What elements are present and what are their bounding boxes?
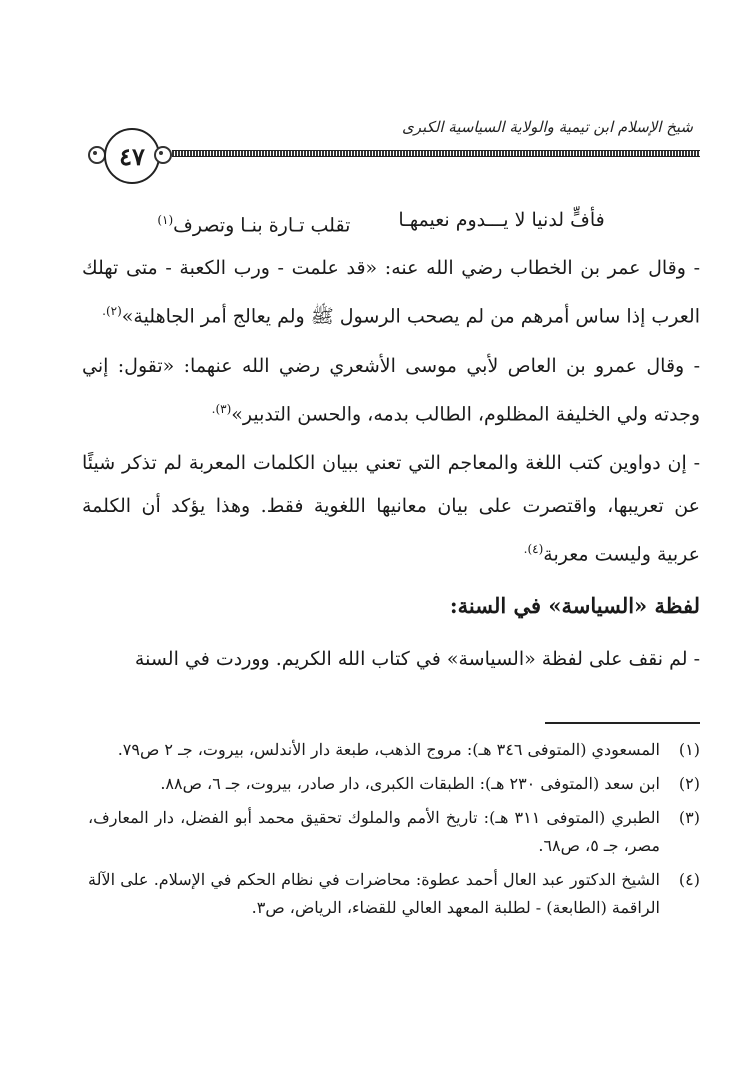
footnote-number: (٢) bbox=[678, 774, 700, 793]
footnote-text: المسعودي (المتوفى ٣٤٦ هـ): مروج الذهب، طبعة دار الأندلس، بيروت، جـ ٢ ص٧٩. bbox=[117, 740, 660, 759]
footnote-number: (١) bbox=[678, 740, 700, 759]
footnote-text: الشيخ الدكتور عبد العال أحمد عطوة: محاضرات في نظام الحكم في الإسلام. على الآلة الراقمة (الطابعة) - لطلبة المعهد العالي للقضاء، الرياض، ص٣. bbox=[88, 870, 661, 917]
main-text bbox=[82, 198, 700, 687]
footnote-item bbox=[88, 736, 700, 764]
paragraph-umar: - وقال عمر بن الخطاب رضي الله عنه: «قد علمت - ورب الكعبة - متى تهلك العرب إذا ساس أمرهم من لم يصحب الرسول ﷺ ولم يعالج أمر الجاهلية»$^{(٢).}$ bbox=[82, 257, 700, 328]
footnote-number: (٣) bbox=[678, 808, 700, 827]
footnote-item bbox=[88, 804, 700, 860]
paragraph-sunnah: - لم نقف على لفظة «السياسة» في كتاب الله الكريم. ووردت في السنة bbox=[134, 648, 700, 671]
page-number: ٤٧ bbox=[104, 128, 160, 184]
ornament-right-icon bbox=[154, 146, 172, 164]
footnote-text: الطبري (المتوفى ٣١١ هـ): تاريخ الأمم والملوك تحقيق محمد أبو الفضل، دار المعارف، مصر، جـ ٥، ص٦٨. bbox=[88, 808, 660, 855]
footnotes bbox=[88, 736, 700, 928]
footnote-rule bbox=[545, 722, 700, 724]
running-title: شيخ الإسلام ابن تيمية والولاية السياسية الكبرى bbox=[401, 118, 693, 136]
footnote-ref: (٢). bbox=[102, 304, 122, 319]
footnote-text: ابن سعد (المتوفى ٢٣٠ هـ): الطبقات الكبرى، دار صادر، بيروت، جـ ٦، ص٨٨. bbox=[160, 774, 660, 793]
poetry-verse bbox=[82, 198, 680, 247]
footnote-ref: (٤). bbox=[523, 541, 544, 556]
verse-hemistich-right: فأفٍّ لدنيا لا يـــدوم نعيمهـا bbox=[398, 209, 605, 231]
footnote-item bbox=[88, 866, 700, 922]
verse-hemistich-left: تقلب تـارة بنـا وتصرف$^{(١)}$ bbox=[157, 213, 351, 237]
page-number-badge bbox=[92, 124, 168, 184]
footnote-item bbox=[88, 770, 700, 798]
section-heading: لفظة «السياسة» في السنة: bbox=[449, 593, 700, 619]
footnote-ref: (٣). bbox=[211, 401, 232, 416]
footnote-ref: (١) bbox=[157, 213, 174, 227]
paragraph-dictionaries: - إن دواوين كتب اللغة والمعاجم التي تعني ببيان الكلمات المعربة لم تذكر شيئًا عن تعريبها، واقتصرت على بيان معانيها اللغوية فقط. وهذا يؤكد أن الكلمة عربية وليست معربة$^{(٤).}$ bbox=[82, 451, 700, 566]
footnote-number: (٤) bbox=[678, 870, 700, 889]
header-rule bbox=[172, 150, 700, 157]
paragraph-amr: - وقال عمرو بن العاص لأبي موسى الأشعري رضي الله عنهما: «تقول: إني وجدته ولي الخليفة المظلوم، الطالب بدمه، والحسن التدبير»$^{(٣).}$ bbox=[82, 354, 700, 425]
